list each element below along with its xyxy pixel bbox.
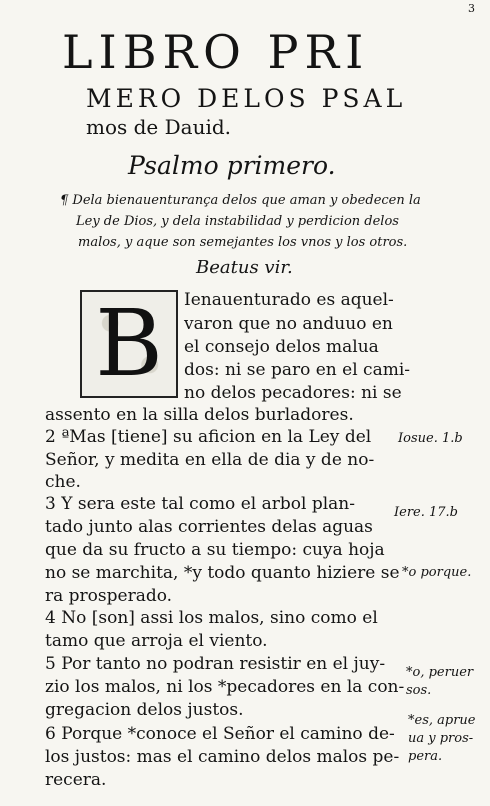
verse-line: tamo que arroja el viento. [45, 631, 268, 651]
verse-line: gregacion delos justos. [45, 700, 244, 720]
margin-note: ua y pros- [408, 731, 474, 746]
verse-line: ra prosperado. [45, 586, 173, 606]
margin-note: pera. [408, 749, 443, 764]
verse-line: 3 Y sera este tal como el arbol plan- [45, 494, 355, 514]
verse-line: 2 ªMas [tiene] su aficion en la Ley del [45, 427, 372, 447]
verse-line: 6 Porque *conoce el Señor el camino de- [45, 724, 395, 744]
body-line: varon que no anduuo en [184, 314, 393, 334]
body-line: assento en la silla delos burladores. [45, 405, 354, 425]
verse-line: zio los malos, ni los *pecadores en la con- [45, 677, 405, 697]
verse-line: los justos: mas el camino delos malos pe- [45, 747, 400, 767]
page-number: 3 [468, 2, 475, 15]
verse-line: 5 Por tanto no podran resistir en el juy- [45, 654, 386, 674]
verse-line: Señor, y medita en ella de dia y de no- [45, 450, 375, 470]
margin-note: Iere. 17.b [394, 505, 458, 520]
body-line: dos: ni se paro en el cami- [184, 360, 411, 380]
margin-note: *es, aprue [408, 713, 476, 728]
incipit: Beatus vir. [196, 257, 293, 278]
body-line: el consejo delos malua [184, 337, 379, 357]
verse-line: que da su fructo a su tiempo: cuya hoja [45, 540, 385, 560]
book-title-line-3: mos de Dauid. [86, 115, 232, 139]
margin-note: *o porque. [402, 565, 472, 580]
psalm-summary-line-1: ¶ Dela bienauenturança delos que aman y obedecen la [60, 193, 421, 208]
decorated-drop-cap: B [80, 290, 178, 398]
margin-note: sos. [406, 683, 432, 698]
verse-line: no se marchita, *y todo quanto hiziere se [45, 563, 400, 583]
psalm-summary-line-2: Ley de Dios, y dela instabilidad y perdicion delos [76, 214, 399, 229]
psalm-summary-line-3: malos, y aque son semejantes los vnos y los otros. [78, 235, 408, 250]
body-line: Ienauenturado es aquel- [184, 290, 394, 310]
book-title-line-1: LIBRO PRI [62, 25, 370, 79]
verse-line: che. [45, 472, 81, 492]
verse-line: 4 No [son] assi los malos, sino como el [45, 608, 378, 628]
psalm-heading: Psalmo primero. [128, 151, 336, 180]
margin-note: Iosue. 1.b [398, 431, 463, 446]
body-line: no delos pecadores: ni se [184, 383, 402, 403]
book-title-line-2: MERO DELOS PSAL [86, 84, 407, 113]
margin-note: *o, peruer [406, 665, 474, 680]
verse-line: tado junto alas corrientes delas aguas [45, 517, 373, 537]
verse-line: recera. [45, 770, 107, 790]
